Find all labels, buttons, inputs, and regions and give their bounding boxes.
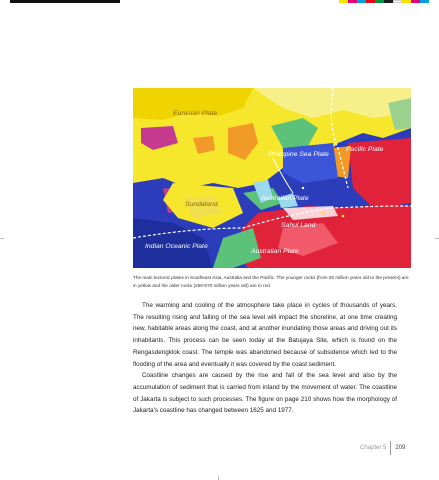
label-philippine-sea-plate: Philippine Sea Plate [268,151,329,158]
label-indian-oceanic-plate: Indian Oceanic Plate [145,243,208,250]
label-sahul-land: Sahul Land [281,222,316,229]
chapter-label: Chapter 5 [360,445,387,451]
crop-mark-bar [10,0,120,3]
label-sundaland: Sundaland [185,201,218,208]
edge-tick-left [0,238,4,239]
color-calibration-bar [339,0,429,3]
tectonic-plate-map [133,88,411,268]
figure-caption: The main tectonic plates in Southeast Asia, Australia and the Pacific. The younger rocks (from 60 million years old to the present) are in yellow and the older rocks (250-570 million years old) are in red. [133,275,409,288]
edge-tick-right [435,238,439,239]
edge-tick-bottom-left [218,476,219,480]
label-australian-plate-lower: Australian Plate [251,248,299,255]
page-number: 209 [395,445,406,451]
page-footer [360,442,405,454]
label-eurasian-plate: Eurasian Plate [173,110,218,117]
body-text [133,300,397,417]
footer-divider [390,441,391,455]
paragraph: The warming and cooling of the atmosphere take place in cycles of thousands of years. The resulting rising and falling of the sea level will impact the shoreline, at one time creating new, habitable areas along the coast, and at another inundating those areas and driving out its inhabitants. This process can be seen today at the Batujaya Site, which is found on the Rengasdengklok coast. The temple was abandoned because of subsidence which led to the flooding of the area and eventually it was covered by the coast sediment. [133,302,397,368]
paragraph: Coastline changes are caused by the rise and fall of the sea level and also by the accumulation of sediment that is carried from inland by the movement of water. The coastline of Jakarta is subject to such processes. The figure on page 210 shows how the morphology of Jakarta's coastline has changed between 1625 and 1977. [133,372,397,415]
label-australian-plate-upper: Australian Plate [261,195,309,202]
label-pacific-plate: Pacific Plate [346,146,384,153]
